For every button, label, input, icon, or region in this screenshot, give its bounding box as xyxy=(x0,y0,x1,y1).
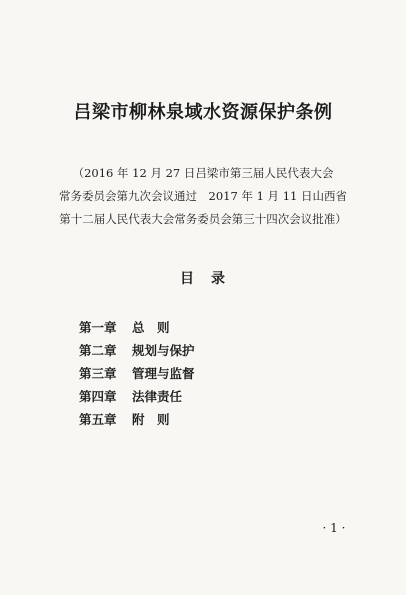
toc-heading xyxy=(0,268,406,288)
toc-item-chapter-1 xyxy=(79,316,195,339)
toc-chapter-title: 管理与监督 xyxy=(132,366,195,381)
approval-note-line: （2016 年 12 月 27 日吕梁市第三届人民代表大会 xyxy=(72,166,334,180)
toc-item-chapter-4 xyxy=(79,385,195,408)
toc-item-chapter-2 xyxy=(79,339,195,362)
toc-chapter-title: 法律责任 xyxy=(132,389,183,404)
table-of-contents xyxy=(79,316,195,431)
toc-chapter-number: 第五章 xyxy=(79,412,117,427)
toc-chapter-title: 附 则 xyxy=(132,412,170,427)
approval-note-line: 常务委员会第九次会议通过 2017 年 1 月 11 日山西省 xyxy=(59,189,347,203)
document-title: 吕梁市柳林泉域水资源保护条例 xyxy=(73,102,333,123)
toc-item-chapter-3 xyxy=(79,362,195,385)
toc-chapter-number: 第四章 xyxy=(79,389,117,404)
toc-heading-char: 目 xyxy=(180,271,195,287)
toc-chapter-title: 规划与保护 xyxy=(132,343,195,358)
page-number: · 1 · xyxy=(322,521,346,535)
toc-chapter-title: 总 则 xyxy=(132,320,170,335)
toc-chapter-number: 第二章 xyxy=(79,343,117,358)
approval-note-line: 第十二届人民代表大会常务委员会第三十四次会议批准） xyxy=(59,212,347,226)
toc-heading-char: 录 xyxy=(211,271,226,287)
toc-chapter-number: 第三章 xyxy=(79,366,117,381)
toc-item-chapter-5 xyxy=(79,408,195,431)
approval-note xyxy=(0,162,406,231)
toc-chapter-number: 第一章 xyxy=(79,320,117,335)
